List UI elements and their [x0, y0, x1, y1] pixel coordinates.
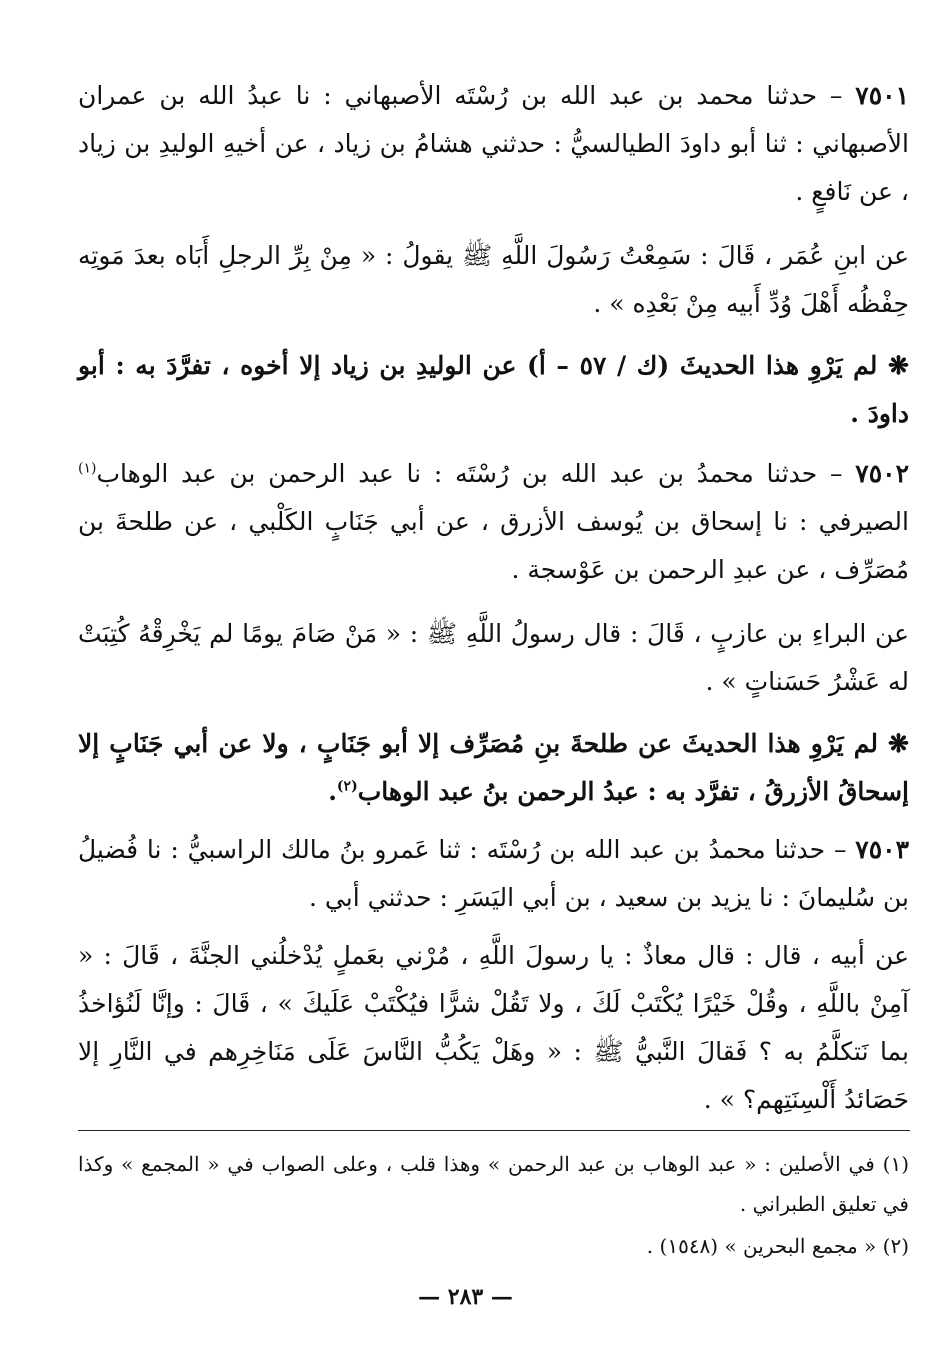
book-page	[78, 0, 909, 1368]
isnad-text: – حدثنا محمد بن عبد الله بن رُسْتَه الأصبهاني : نا عبدُ الله بن عمران الأصبهاني : ثنا أبو داودَ الطيالسيُّ : حدثني هشامُ بن زياد ، عن أخيهِ الوليدِ بن زياد ، عن نَافعٍ .	[78, 81, 909, 206]
footnote-2	[78, 1226, 909, 1266]
footnote-1	[78, 1144, 909, 1224]
hadith-7502-isnad	[78, 450, 909, 594]
hadith-7502-matn	[78, 610, 909, 706]
comment-text: ❋ لم يَرْوِ هذا الحديثَ عن طلحةَ بنِ مُصَرِّف إلا أبو جَنَابٍ ، ولا عن أبي جَنَابٍ إلا إسحاقُ الأزرقُ ، تفرَّد به : عبدُ الرحمن بنُ عبد الوهاب	[78, 729, 909, 806]
hadith-number: ٧٥٠٣	[855, 835, 909, 864]
hadith-7503-isnad	[78, 826, 909, 922]
isnad-text: – حدثنا محمدُ بن عبد الله بن رُسْتَه : نا عبد الرحمن بن عبد الوهاب	[96, 459, 843, 488]
hadith-7503-matn	[78, 932, 909, 1124]
footnote-ref[interactable]: (٢)	[336, 778, 358, 795]
hadith-number: ٧٥٠٢	[855, 459, 909, 488]
page-number: — ٢٨٣ —	[418, 1284, 513, 1310]
hadith-7501-comment	[78, 342, 909, 438]
matn-text: عن ابنِ عُمَر ، قَالَ : سَمِعْتُ رَسُولَ اللَّهِ ﷺ يقولُ : « مِنْ بِرِّ الرجلِ أَبَاه بعدَ مَوتِه حِفْظُه أَهْلَ وُدِّ أَبيه مِنْ بَعْدِه » .	[78, 241, 909, 318]
footnote-ref[interactable]: (١)	[78, 460, 97, 477]
matn-text: عن أبيه ، قال : قال معاذٌ : يا رسولَ اللَّهِ ، مُرْني بعَملٍ يُدْخلُني الجنَّةَ ، قَالَ : « آمِنْ باللَّهِ ، وقُلْ خَيْرًا يُكْتَبْ لَكَ ، ولا تَقُلْ شرًّا فيُكْتَبْ عَلَيكَ » ، قَالَ : وإنَّا لَنُؤاخذُ بما نَتكلَّمُ به ؟ فَقالَ النَّبيُّ ﷺ : « وهَلْ يَكُبُّ النَّاسَ عَلَى مَنَاخِرِهم في النَّارِ إلا حَصَائدُ أَلْسِنَتِهم؟ » .	[78, 941, 909, 1114]
hadith-7501-isnad	[78, 72, 909, 216]
isnad-text-rest: الصيرفي : نا إسحاق بن يُوسف الأزرق ، عن أبي جَنَابٍ الكَلْبي ، عن طلحةَ بن مُصَرِّف ، عن عبدِ الرحمن بن عَوْسجة .	[78, 507, 909, 584]
comment-text: ❋ لم يَرْوِ هذا الحديثَ (ك / ٥٧ – أ) عن الوليدِ بن زياد إلا أخوه ، تفرَّدَ به : أبو داودَ .	[78, 351, 909, 428]
hadith-7501-matn	[78, 232, 909, 328]
isnad-text: – حدثنا محمدُ بن عبد الله بن رُسْتَه : ثنا عَمرو بنُ مالك الراسبيُّ : نا فُضيلُ بن سُليمانَ : نا يزيد بن سعيد ، بن أبي اليَسَرِ : حدثني أبي .	[78, 835, 909, 912]
footnote-divider	[78, 1130, 910, 1131]
footnote-text: « مجمع البحرين » (١٥٤٨) .	[646, 1234, 877, 1258]
comment-end: .	[328, 777, 337, 806]
footnote-text: في الأصلين : « عبد الوهاب بن عبد الرحمن » وهذا قلب ، وعلى الصواب في « المجمع » وكذا في تعليق الطبراني .	[78, 1152, 909, 1216]
hadith-number: ٧٥٠١	[855, 81, 909, 110]
hadith-7502-comment	[78, 720, 909, 816]
footnote-label: (١)	[882, 1152, 910, 1176]
matn-text: عن البراءِ بن عازبٍ ، قَالَ : قال رسولُ اللَّهِ ﷺ : « مَنْ صَامَ يومًا لم يَخْرِقْهُ كُتِبَتْ له عَشْرُ حَسَناتٍ » .	[78, 619, 909, 696]
footnote-label: (٢)	[882, 1234, 909, 1258]
